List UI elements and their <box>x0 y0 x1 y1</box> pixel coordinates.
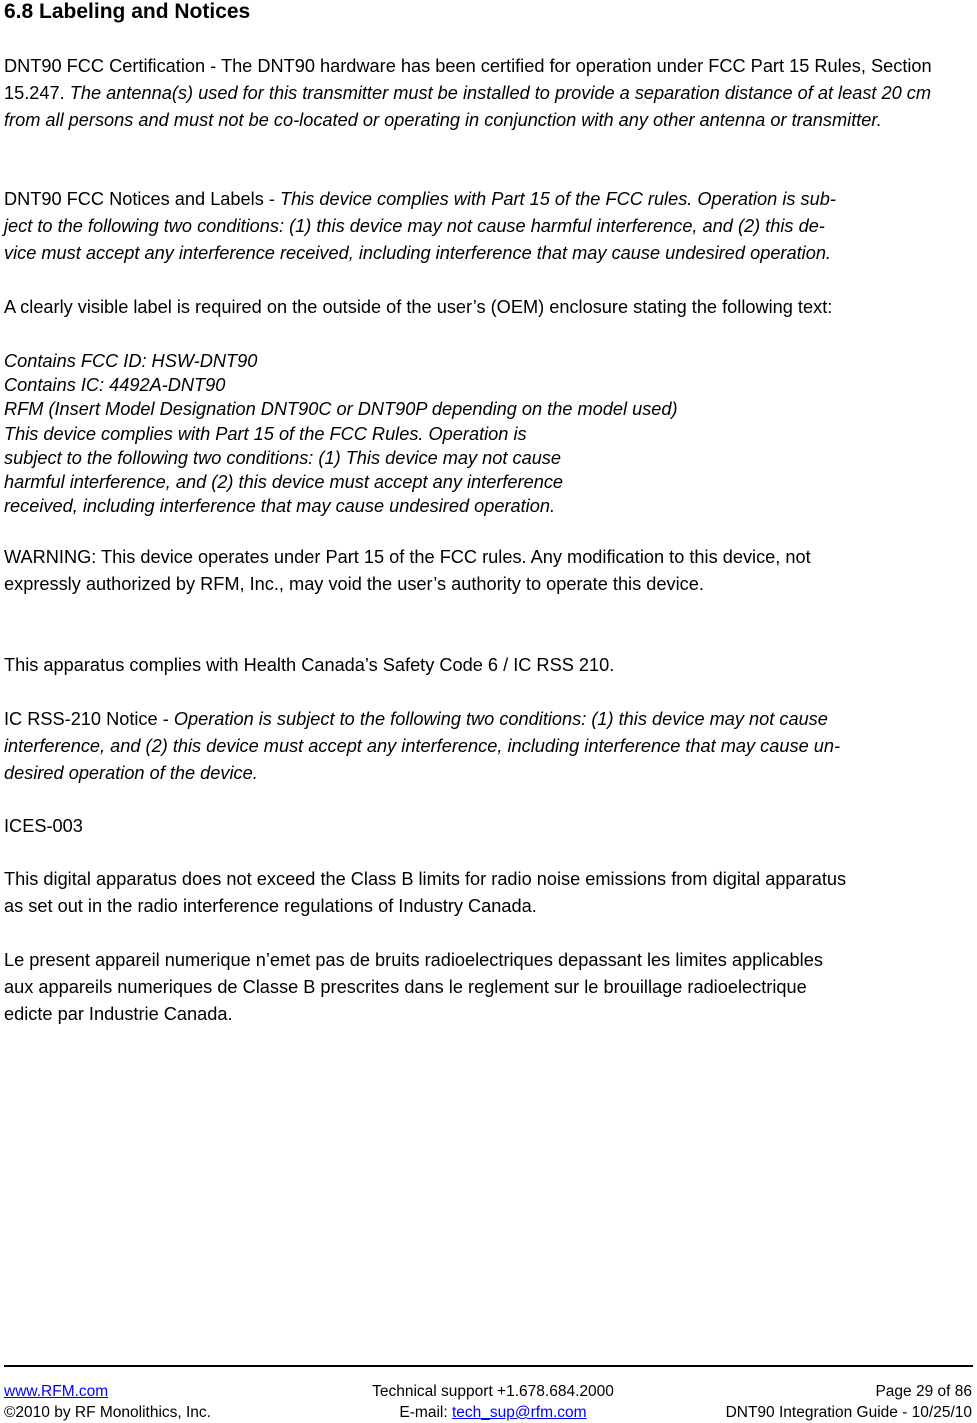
label-line: subject to the following two conditions: (1) This device may not cause <box>4 447 562 468</box>
class-b-paragraph <box>4 866 972 920</box>
fcc-notices-line-2: ject to the following two conditions: (1) this device may not cause harmful interference, and (2) this de- <box>4 216 825 236</box>
email-label: E-mail: <box>399 1404 452 1421</box>
required-label-text <box>4 349 678 518</box>
french-line-1: Le present appareil numerique n’emet pas de bruits radioelectriques depassant les limites applicables <box>4 950 823 970</box>
document-title: DNT90 Integration Guide - 10/25/10 <box>725 1404 972 1421</box>
footer-right <box>726 1381 972 1423</box>
section-heading: 6.8 Labeling and Notices <box>4 0 251 23</box>
fcc-notices-line-3: vice must accept any interference received, including interference that may cause undesired operation. <box>4 243 831 263</box>
ic-notice-paragraph <box>4 706 972 787</box>
label-line: harmful interference, and (2) this device must accept any interference <box>4 472 564 493</box>
label-line: RFM (Insert Model Designation DNT90C or DNT90P depending on the model used) <box>4 399 678 420</box>
class-b-line-1: This digital apparatus does not exceed the Class B limits for radio noise emissions from digital apparatus <box>4 869 847 889</box>
class-b-line-2: as set out in the radio interference regulations of Industry Canada. <box>4 896 537 916</box>
french-line-3: edicte par Industrie Canada. <box>4 1004 233 1024</box>
fcc-certification-antenna-text: The antenna(s) used for this transmitter must be installed to provide a separation distance of at least 20 cm from all persons and must not be co-located or operating in conjunction with any other antenna or transmitter. <box>4 83 932 130</box>
french-notice-paragraph <box>4 947 972 1028</box>
ices-heading: ICES-003 <box>4 816 83 836</box>
footer-divider <box>4 1365 973 1367</box>
warning-line-2: expressly authorized by RFM, Inc., may void the user’s authority to operate this device. <box>4 574 704 594</box>
health-canada-paragraph: This apparatus complies with Health Canada’s Safety Code 6 / IC RSS 210. <box>4 655 615 675</box>
fcc-notices-label: DNT90 FCC Notices and Labels - <box>4 189 280 209</box>
french-line-2: aux appareils numeriques de Classe B prescrites dans le reglement sur le brouillage radioelectrique <box>4 977 807 997</box>
page-number: Page 29 of 86 <box>875 1383 972 1400</box>
fcc-notices-paragraph <box>4 186 972 267</box>
ic-notice-label: IC RSS-210 Notice - <box>4 709 174 729</box>
warning-line-1: WARNING: This device operates under Part 15 of the FCC rules. Any modification to this device, not <box>4 547 811 567</box>
ic-notice-line-1: Operation is subject to the following two conditions: (1) this device may not cause <box>173 709 828 729</box>
warning-paragraph <box>4 544 972 598</box>
copyright-text: ©2010 by RF Monolithics, Inc. <box>4 1404 211 1421</box>
label-line: Contains FCC ID: HSW-DNT90 <box>4 351 258 371</box>
footer-left <box>4 1381 211 1423</box>
footer-center <box>363 1381 623 1423</box>
label-required-paragraph: A clearly visible label is required on the outside of the user’s (OEM) enclosure stating the following text: <box>4 297 833 317</box>
label-line: received, including interference that may cause undesired operation. <box>4 496 556 517</box>
support-phone-text: Technical support +1.678.684.2000 <box>372 1383 614 1400</box>
fcc-notices-line-1: This device complies with Part 15 of the FCC rules. Operation is sub- <box>279 189 836 209</box>
email-link[interactable]: tech_sup@rfm.com <box>451 1404 587 1421</box>
ic-notice-line-2: interference, and (2) this device must accept any interference, including interference that may cause un- <box>4 736 841 756</box>
label-line: This device complies with Part 15 of the FCC Rules. Operation is <box>4 423 527 444</box>
label-line: Contains IC: 4492A-DNT90 <box>4 375 226 396</box>
ic-notice-line-3: desired operation of the device. <box>4 763 258 783</box>
fcc-certification-paragraph <box>4 53 972 134</box>
fcc-certification-text: DNT90 FCC Certification - The DNT90 hardware has been certified for operation under FCC Part 15 Rules, Section 15.247. <box>4 56 932 103</box>
website-link[interactable]: www.RFM.com <box>4 1383 109 1400</box>
